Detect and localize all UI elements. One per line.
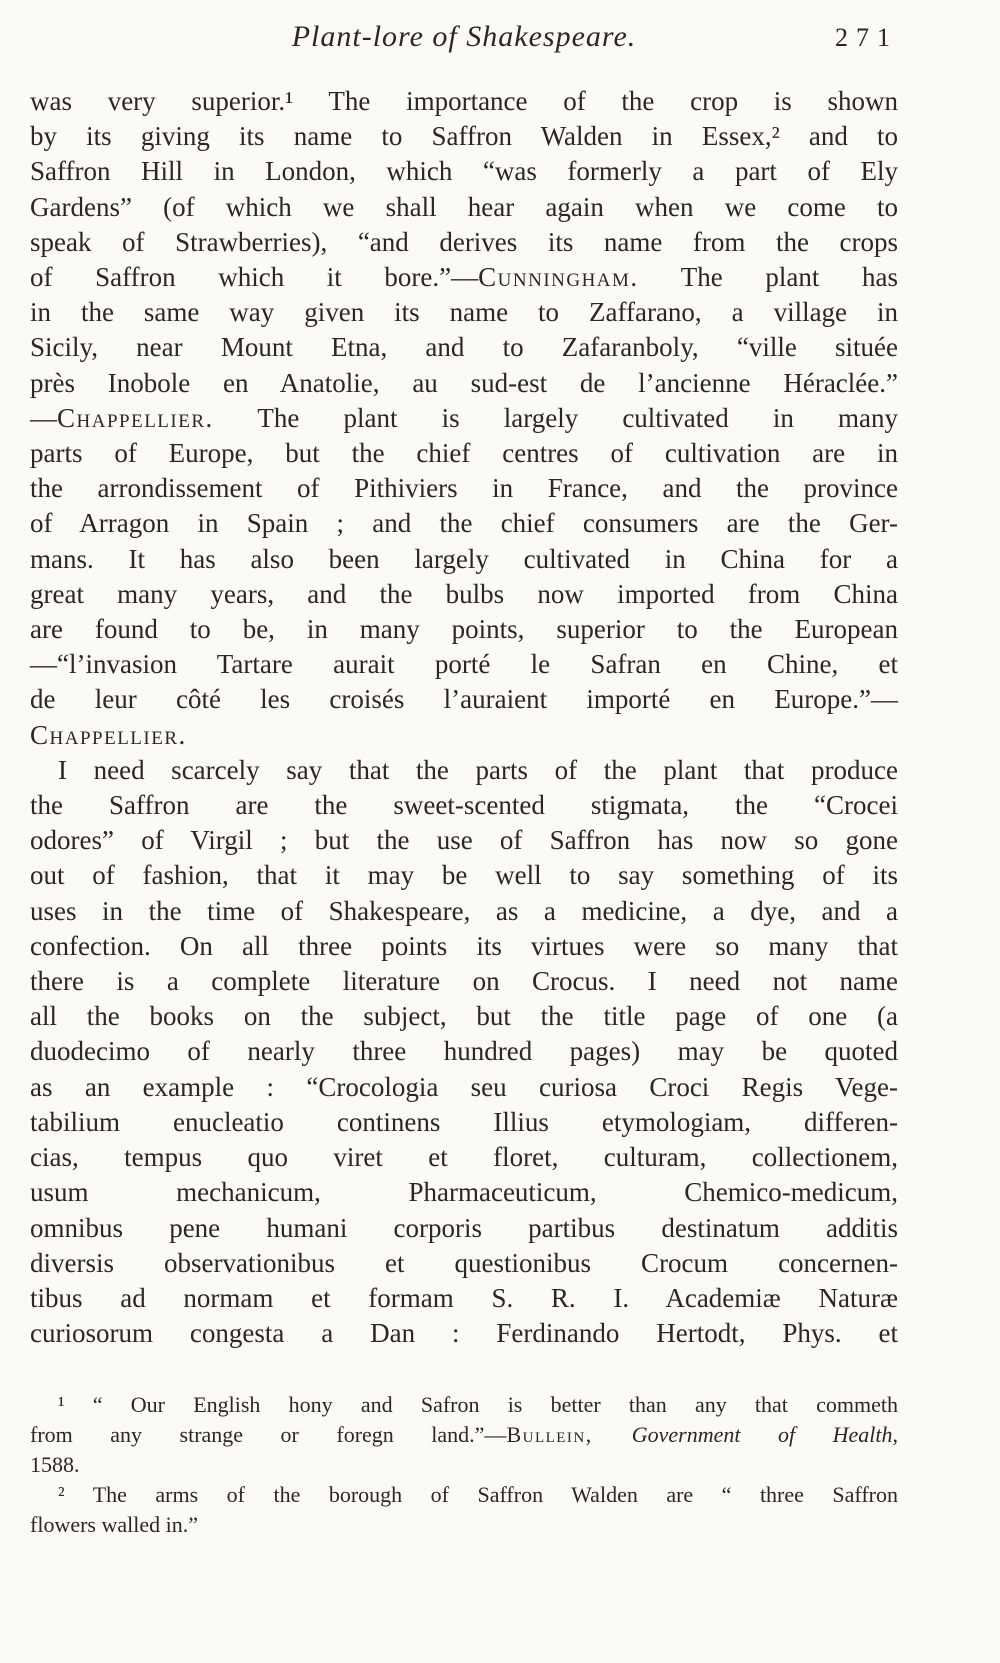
text-line: there is a complete literature on Crocus. I need not name — [30, 966, 898, 997]
text-line: —“l’invasion Tartare aurait porté le Safran en Chine, et — [30, 649, 898, 680]
footnote — [30, 1390, 898, 1480]
text-line: by its giving its name to Saffron Walden in Essex,² and to — [30, 121, 898, 152]
text-line: all the books on the subject, but the title page of one (a — [30, 1001, 898, 1032]
text-line: de leur côté les croisés l’auraient importé en Europe.”— — [30, 684, 898, 715]
text-line: great many years, and the bulbs now imported from China — [30, 578, 898, 609]
text-line: in the same way given its name to Zaffarano, a village in — [30, 297, 898, 328]
text-line: cias, tempus quo viret et floret, culturam, collectionem, — [30, 1142, 898, 1173]
text-line: diversis observationibus et questionibus Crocum concernen- — [30, 1247, 898, 1278]
text-line: Saffron Hill in London, which “was formerly a part of Ely — [30, 156, 898, 187]
text-line: curiosorum congesta a Dan : Ferdinando Hertodt, Phys. et — [30, 1318, 898, 1349]
text-line: confection. On all three points its virtues were so many that — [30, 930, 898, 961]
text-line: uses in the time of Shakespeare, as a medicine, a dye, and a — [30, 895, 898, 926]
text-line: Sicily, near Mount Etna, and to Zafaranboly, “ville située — [30, 332, 898, 363]
text-line: of Arragon in Spain ; and the chief consumers are the Ger- — [30, 508, 898, 539]
text-line: mans. It has also been largely cultivated in China for a — [30, 543, 898, 574]
text-line: 1588. — [30, 1452, 80, 1477]
text-line: ¹ “ Our English hony and Safron is better than any that commeth — [58, 1392, 898, 1417]
body-text — [30, 84, 898, 1351]
footnote — [30, 1480, 898, 1540]
text-line: out of fashion, that it may be well to say something of its — [30, 860, 898, 891]
running-title: Plant-lore of Shakespeare. — [291, 20, 637, 53]
text-line: from any strange or foregn land.”—Bullein, Government of Health, — [30, 1422, 898, 1447]
text-line: flowers walled in.” — [30, 1512, 198, 1537]
text-line: as an example : “Crocologia seu curiosa Croci Regis Vege- — [30, 1071, 898, 1102]
text-line: the Saffron are the sweet-scented stigmata, the “Crocei — [30, 790, 898, 821]
page-number: 271 — [835, 23, 898, 52]
text-line: are found to be, in many points, superior to the European — [30, 614, 898, 645]
footnotes — [30, 1390, 898, 1540]
text-line: speak of Strawberries), “and derives its name from the crops — [30, 226, 898, 257]
paragraph — [30, 753, 898, 1351]
text-line: tabilium enucleatio continens Illius etymologiam, differen- — [30, 1106, 898, 1137]
page-header — [30, 20, 898, 64]
text-line: près Inobole en Anatolie, au sud-est de l’ancienne Héraclée.” — [30, 367, 898, 398]
text-line: usum mechanicum, Pharmaceuticum, Chemico-medicum, — [30, 1177, 898, 1208]
text-line: parts of Europe, but the chief centres of cultivation are in — [30, 438, 898, 469]
text-line: the arrondissement of Pithiviers in France, and the province — [30, 473, 898, 504]
text-line: tibus ad normam et formam S. R. I. Academiæ Naturæ — [30, 1282, 898, 1313]
text-line: —Chappellier. The plant is largely cultivated in many — [30, 402, 898, 433]
text-line: ² The arms of the borough of Saffron Walden are “ three Saffron — [58, 1482, 898, 1507]
text-line: Chappellier. — [30, 719, 187, 750]
paragraph — [30, 84, 898, 753]
text-line: of Saffron which it bore.”—Cunningham. The plant has — [30, 262, 898, 293]
text-line: was very superior.¹ The importance of the crop is shown — [30, 86, 898, 116]
text-line: Gardens” (of which we shall hear again when we come to — [30, 191, 898, 222]
text-line: I need scarcely say that the parts of the plant that produce — [58, 754, 898, 785]
text-line: odores” of Virgil ; but the use of Saffron has now so gone — [30, 825, 898, 856]
text-line: omnibus pene humani corporis partibus destinatum additis — [30, 1212, 898, 1243]
text-line: duodecimo of nearly three hundred pages) may be quoted — [30, 1036, 898, 1067]
